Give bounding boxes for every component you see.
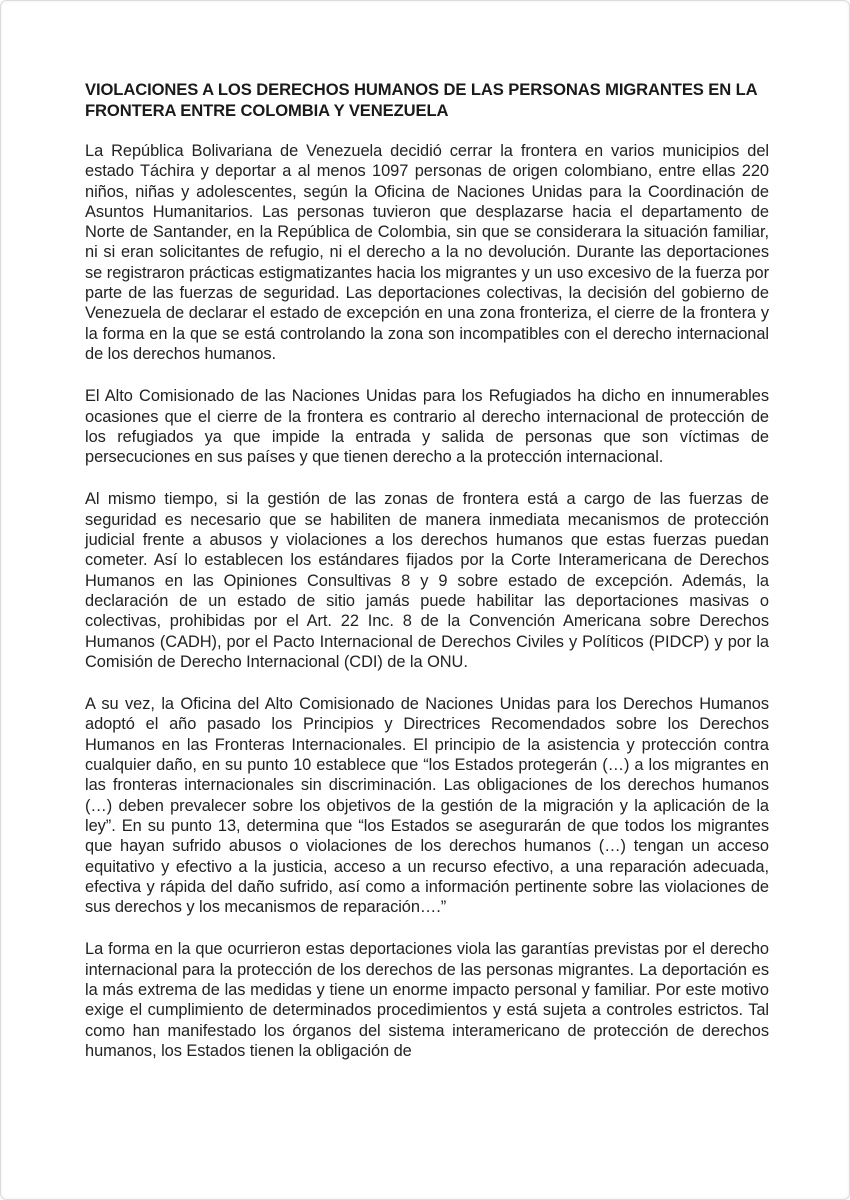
document-body [85, 79, 769, 1083]
paragraph: Al mismo tiempo, si la gestión de las zonas de frontera está a cargo de las fuerzas de seguridad es necesario que se habiliten de manera inmediata mecanismos de protección judicial frente a abusos y violaciones a los derechos humanos que estas fuerzas puedan cometer. Así lo establecen los estándares fijados por la Corte Interamericana de Derechos Humanos en las Opiniones Consultivas 8 y 9 sobre estado de excepción. Además, la declaración de un estado de sitio jamás puede habilitar las deportaciones masivas o colectivas, prohibidas por el Art. 22 Inc. 8 de la Convención Americana sobre Derechos Humanos (CADH), por el Pacto Internacional de Derechos Civiles y Políticos (PIDCP) y por la Comisión de Derecho Internacional (CDI) de la ONU. [85, 490, 769, 671]
document-title: VIOLACIONES A LOS DERECHOS HUMANOS DE LAS PERSONAS MIGRANTES EN LA FRONTERA ENTRE COLOMBIA Y VENEZUELA [85, 80, 757, 120]
paragraph: A su vez, la Oficina del Alto Comisionado de Naciones Unidas para los Derechos Humanos adoptó el año pasado los Principios y Directrices Recomendados sobre los Derechos Humanos en las Fronteras Internacionales. El principio de la asistencia y protección contra cualquier daño, en su punto 10 establece que “los Estados protegerán (…) a los migrantes en las fronteras internacionales sin discriminación. Las obligaciones de los derechos humanos (…) deben prevalecer sobre los objetivos de la gestión de la migración y la aplicación de la ley”. En su punto 13, determina que “los Estados se asegurarán de que todos los migrantes que hayan sufrido abusos o violaciones de los derechos humanos (…) tengan un acceso equitativo y efectivo a la justicia, acceso a un recurso efectivo, a una reparación adecuada, efectiva y rápida del daño sufrido, así como a información pertinente sobre las violaciones de sus derechos y los mecanismos de reparación….” [85, 695, 769, 917]
paragraph: El Alto Comisionado de las Naciones Unidas para los Refugiados ha dicho en innumerables ocasiones que el cierre de la frontera es contrario al derecho internacional de protección de los refugiados ya que impide la entrada y salida de personas que son víctimas de persecuciones en sus países y que tienen derecho a la protección internacional. [85, 387, 769, 467]
paragraph: La República Bolivariana de Venezuela decidió cerrar la frontera en varios municipios del estado Táchira y deportar a al menos 1097 personas de origen colombiano, entre ellas 220 niños, niñas y adolescentes, según la Oficina de Naciones Unidas para la Coordinación de Asuntos Humanitarios. Las personas tuvieron que desplazarse hacia el departamento de Norte de Santander, en la República de Colombia, sin que se considerara la situación familiar, ni si eran solicitantes de refugio, ni el derecho a la no devolución. Durante las deportaciones se registraron prácticas estigmatizantes hacia los migrantes y un uso excesivo de la fuerza por parte de las fuerzas de seguridad. Las deportaciones colectivas, la decisión del gobierno de Venezuela de declarar el estado de excepción en una zona fronteriza, el cierre de la frontera y la forma en la que se está controlando la zona son incompatibles con el derecho internacional de los derechos humanos. [85, 142, 769, 363]
paragraph: La forma en la que ocurrieron estas deportaciones viola las garantías previstas por el derecho internacional para la protección de los derechos de las personas migrantes. La deportación es la más extrema de las medidas y tiene un enorme impacto personal y familiar. Por este motivo exige el cumplimiento de determinados procedimientos y está sujeta a controles estrictos. Tal como han manifestado los órganos del sistema interamericano de protección de derechos humanos, los Estados tienen la obligación de [85, 940, 769, 1060]
